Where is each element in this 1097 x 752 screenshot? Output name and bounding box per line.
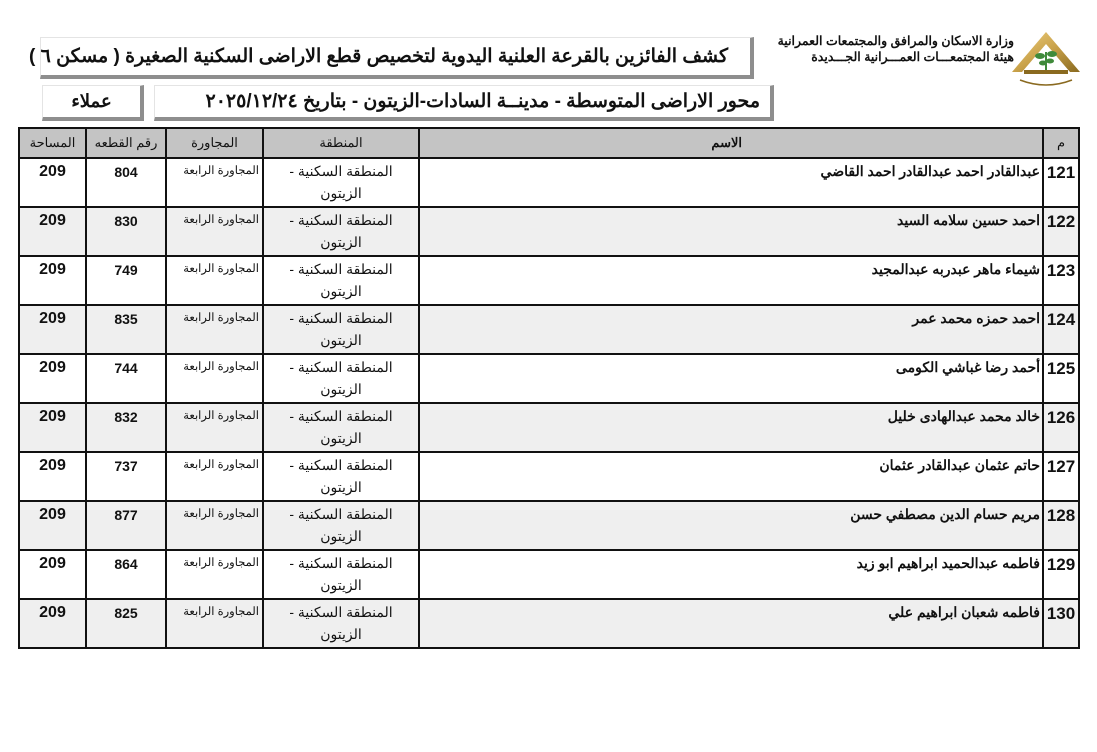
winners-table [18, 127, 1080, 649]
zone-line1: المنطقة السكنية - [289, 359, 393, 375]
col-header-area: المساحة [19, 128, 86, 158]
zone-line1: المنطقة السكنية - [289, 506, 393, 522]
category-label: عملاء [42, 85, 144, 121]
zone-cell [263, 599, 419, 648]
neighborhood-cell: المجاورة الرابعة [166, 158, 263, 207]
zone-line2: الزيتون [320, 283, 362, 299]
table-row [19, 354, 1079, 403]
winner-name: احمد حسين سلامه السيد [419, 207, 1043, 256]
zone-line2: الزيتون [320, 626, 362, 642]
area-cell: 209 [19, 256, 86, 305]
authority-name: هيئة المجتمعـــات العمـــرانية الجـــديدة [811, 50, 1014, 64]
winner-name: عبدالقادر احمد عبدالقادر احمد القاضي [419, 158, 1043, 207]
zone-line2: الزيتون [320, 528, 362, 544]
col-header-neighborhood: المجاورة [166, 128, 263, 158]
zone-line1: المنطقة السكنية - [289, 212, 393, 228]
plot-number-cell: 864 [86, 550, 166, 599]
zone-cell [263, 207, 419, 256]
zone-line2: الزيتون [320, 332, 362, 348]
winner-name: فاطمه عبدالحميد ابراهيم ابو زيد [419, 550, 1043, 599]
area-cell: 209 [19, 403, 86, 452]
winner-name: شيماء ماهر عبدربه عبدالمجيد [419, 256, 1043, 305]
plot-number-cell: 804 [86, 158, 166, 207]
col-header-zone: المنطقة [263, 128, 419, 158]
table-row [19, 403, 1079, 452]
organization-name [752, 33, 1014, 65]
plot-number-cell: 832 [86, 403, 166, 452]
zone-cell [263, 354, 419, 403]
winner-name: خالد محمد عبدالهادى خليل [419, 403, 1043, 452]
col-header-name: الاسم [419, 128, 1043, 158]
zone-line2: الزيتون [320, 381, 362, 397]
zone-line1: المنطقة السكنية - [289, 261, 393, 277]
area-cell: 209 [19, 599, 86, 648]
area-cell: 209 [19, 452, 86, 501]
neighborhood-cell: المجاورة الرابعة [166, 403, 263, 452]
zone-line1: المنطقة السكنية - [289, 163, 393, 179]
col-header-plot-number: رقم القطعه [86, 128, 166, 158]
winner-name: أحمد رضا غباشي الكومى [419, 354, 1043, 403]
zone-cell [263, 403, 419, 452]
table-header-row [19, 128, 1079, 158]
zone-line2: الزيتون [320, 430, 362, 446]
neighborhood-cell: المجاورة الرابعة [166, 305, 263, 354]
document-title: كشف الفائزين بالقرعة العلنية اليدوية لتخصيص قطع الاراضى السكنية الصغيرة ( مسكن ٦ ) [40, 37, 754, 79]
row-number: 128 [1043, 501, 1079, 550]
zone-cell [263, 256, 419, 305]
zone-line1: المنطقة السكنية - [289, 555, 393, 571]
zone-line1: المنطقة السكنية - [289, 457, 393, 473]
document-subtitle: محور الاراضى المتوسطة - مدينــة السادات-الزيتون - بتاريخ ٢٠٢٥/١٢/٢٤ [154, 85, 774, 121]
zone-line1: المنطقة السكنية - [289, 408, 393, 424]
row-number: 121 [1043, 158, 1079, 207]
zone-line1: المنطقة السكنية - [289, 604, 393, 620]
table-row [19, 207, 1079, 256]
area-cell: 209 [19, 305, 86, 354]
neighborhood-cell: المجاورة الرابعة [166, 207, 263, 256]
winner-name: مريم حسام الدين مصطفي حسن [419, 501, 1043, 550]
plot-number-cell: 877 [86, 501, 166, 550]
zone-line2: الزيتون [320, 577, 362, 593]
table-row [19, 501, 1079, 550]
zone-line2: الزيتون [320, 185, 362, 201]
neighborhood-cell: المجاورة الرابعة [166, 599, 263, 648]
winner-name: فاطمه شعبان ابراهيم علي [419, 599, 1043, 648]
plot-number-cell: 825 [86, 599, 166, 648]
zone-cell [263, 452, 419, 501]
neighborhood-cell: المجاورة الرابعة [166, 256, 263, 305]
plot-number-cell: 749 [86, 256, 166, 305]
row-number: 124 [1043, 305, 1079, 354]
row-number: 130 [1043, 599, 1079, 648]
zone-line2: الزيتون [320, 234, 362, 250]
col-header-number: م [1043, 128, 1079, 158]
row-number: 123 [1043, 256, 1079, 305]
row-number: 127 [1043, 452, 1079, 501]
ministry-name: وزارة الاسكان والمرافق والمجتمعات العمرانية [777, 34, 1014, 48]
table-row [19, 158, 1079, 207]
neighborhood-cell: المجاورة الرابعة [166, 501, 263, 550]
zone-cell [263, 305, 419, 354]
table-row [19, 599, 1079, 648]
neighborhood-cell: المجاورة الرابعة [166, 354, 263, 403]
neighborhood-cell: المجاورة الرابعة [166, 550, 263, 599]
plot-number-cell: 830 [86, 207, 166, 256]
plot-number-cell: 744 [86, 354, 166, 403]
zone-line2: الزيتون [320, 479, 362, 495]
area-cell: 209 [19, 354, 86, 403]
plot-number-cell: 737 [86, 452, 166, 501]
table-row [19, 452, 1079, 501]
table-row [19, 256, 1079, 305]
winner-name: احمد حمزه محمد عمر [419, 305, 1043, 354]
zone-cell [263, 158, 419, 207]
row-number: 129 [1043, 550, 1079, 599]
area-cell: 209 [19, 550, 86, 599]
row-number: 122 [1043, 207, 1079, 256]
row-number: 125 [1043, 354, 1079, 403]
table-row [19, 550, 1079, 599]
row-number: 126 [1043, 403, 1079, 452]
area-cell: 209 [19, 207, 86, 256]
zone-cell [263, 550, 419, 599]
plot-number-cell: 835 [86, 305, 166, 354]
area-cell: 209 [19, 158, 86, 207]
area-cell: 209 [19, 501, 86, 550]
table-row [19, 305, 1079, 354]
winner-name: حاتم عثمان عبدالقادر عثمان [419, 452, 1043, 501]
neighborhood-cell: المجاورة الرابعة [166, 452, 263, 501]
zone-line1: المنطقة السكنية - [289, 310, 393, 326]
ncua-logo-icon [1010, 30, 1082, 94]
zone-cell [263, 501, 419, 550]
